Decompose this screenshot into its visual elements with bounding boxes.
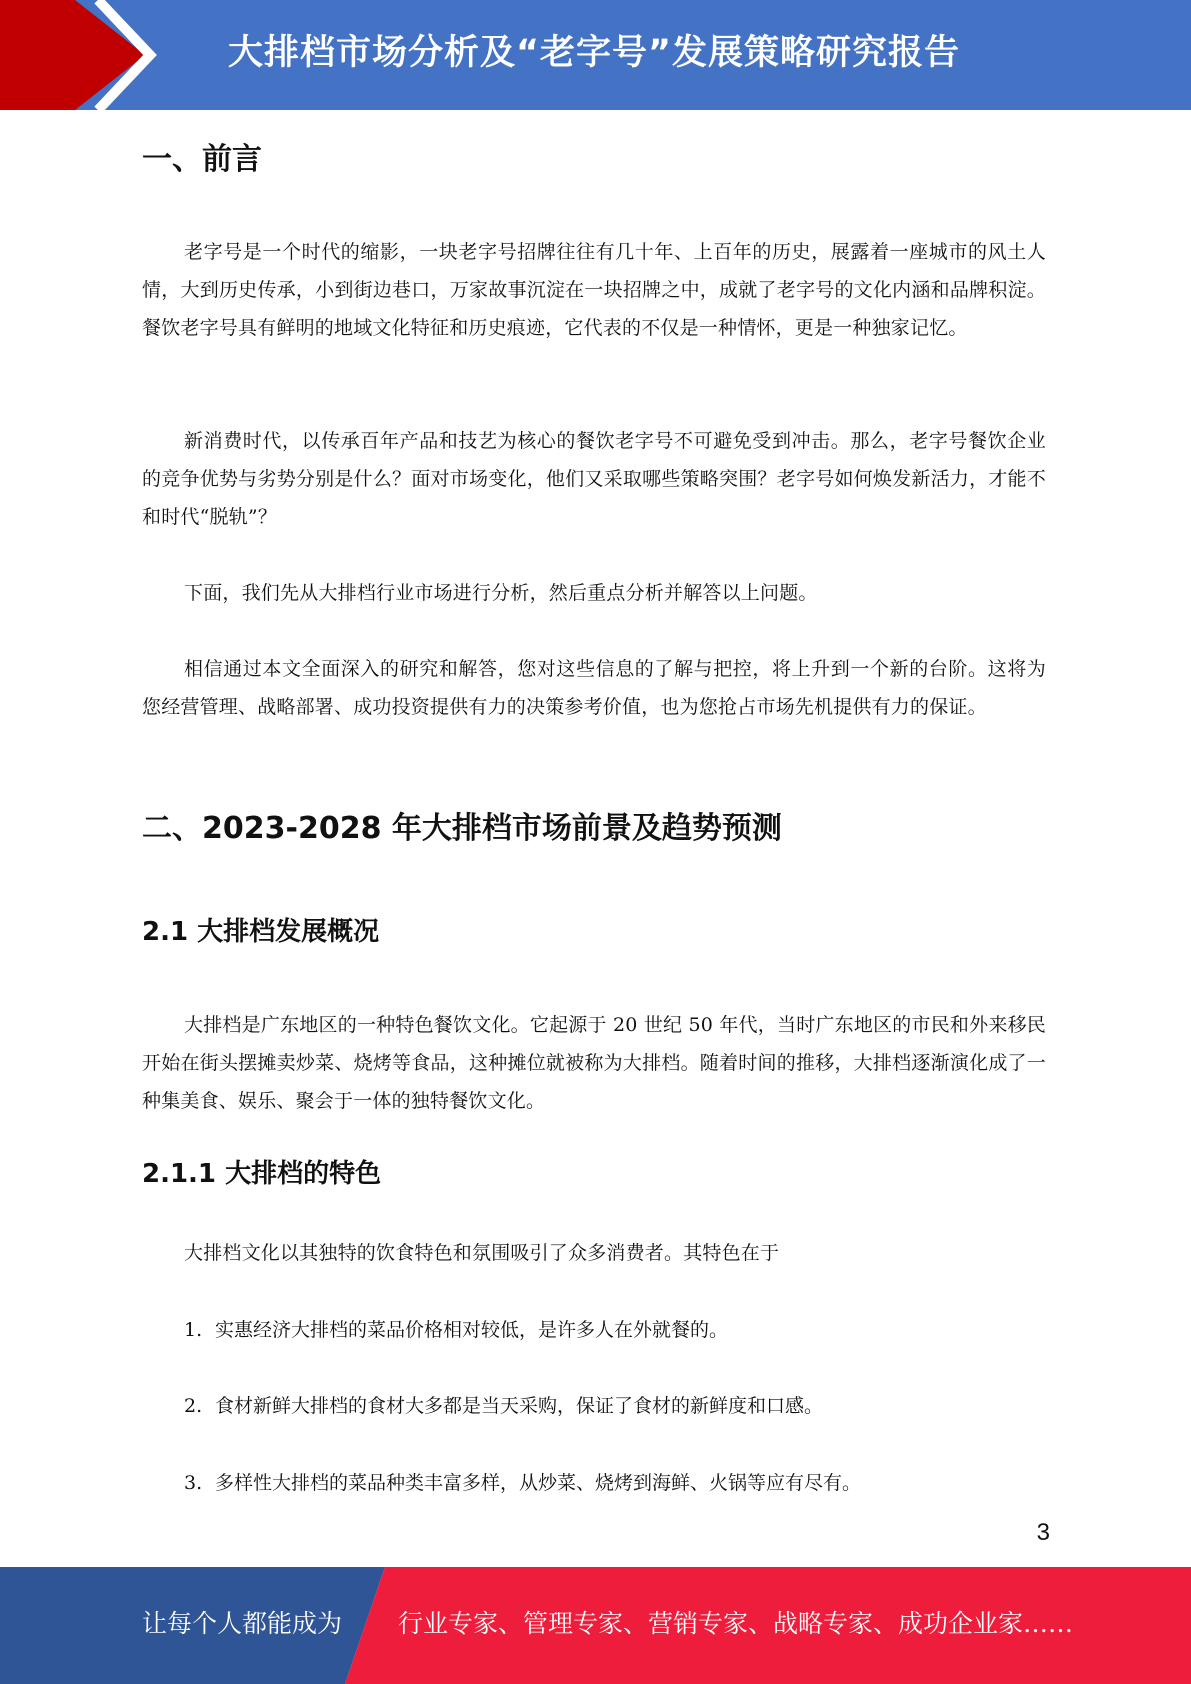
list-item-text: 食材新鲜大排档的食材大多都是当天采购，保证了食材的新鲜度和口感。 <box>215 1395 824 1417</box>
paragraph: 相信通过本文全面深入的研究和解答，您对这些信息的了解与把控，将上升到一个新的台阶。这将为您经营管理、战略部署、成功投资提供有力的决策参考价值，也为您抢占市场先机提供有力的保证。 <box>142 658 1046 718</box>
list-item-text: 实惠经济大排档的菜品价格相对较低，是许多人在外就餐的。 <box>215 1319 729 1341</box>
list-item-number: 2. <box>184 1395 203 1417</box>
document-title: 大排档市场分析及“老字号”发展策略研究报告 <box>228 33 961 73</box>
paragraph: 老字号是一个时代的缩影，一块老字号招牌往往有几十年、上百年的历史，展露着一座城市的风土人情，大到历史传承，小到街边巷口，万家故事沉淀在一块招牌之中，成就了老字号的文化内涵和品牌积淀。餐饮老字号具有鲜明的地域文化特征和历史痕迹，它代表的不仅是一种情怀，更是一种独家记忆。 <box>142 241 1046 339</box>
paragraph: 新消费时代，以传承百年产品和技艺为核心的餐饮老字号不可避免受到冲击。那么，老字号餐饮企业的竞争优势与劣势分别是什么？面对市场变化，他们又采取哪些策略突围？老字号如何焕发新活力，才能不和时代“脱轨”？ <box>142 430 1046 528</box>
list-item-text: 多样性大排档的菜品种类丰富多样，从炒菜、烧烤到海鲜、火锅等应有尽有。 <box>215 1472 862 1494</box>
paragraph: 大排档是广东地区的一种特色餐饮文化。它起源于 20 世纪 50 年代，当时广东地区的市民和外来移民开始在街头摆摊卖炒菜、烧烤等食品，这种摊位就被称为大排档。随着时间的推移，大排档逐渐演化成了一种集美食、娱乐、聚会于一体的独特餐饮文化。 <box>142 1014 1046 1112</box>
list-item <box>184 1311 1046 1349</box>
subsection-heading-features: 2.1.1 大排档的特色 <box>142 1159 382 1189</box>
subsection-heading-overview: 2.1 大排档发展概况 <box>142 917 380 947</box>
footer-slogan-left: 让每个人都能成为 <box>142 1609 343 1638</box>
header-red-arrow <box>0 0 145 110</box>
list-item-number: 3. <box>184 1472 203 1494</box>
paragraph: 大排档文化以其独特的饮食特色和氛围吸引了众多消费者。其特色在于 <box>184 1242 780 1264</box>
section-heading-preface: 一、前言 <box>142 142 262 177</box>
list-item <box>184 1387 1046 1425</box>
section-heading-forecast: 二、2023-2028 年大排档市场前景及趋势预测 <box>142 811 782 846</box>
paragraph: 下面，我们先从大排档行业市场进行分析，然后重点分析并解答以上问题。 <box>184 582 818 604</box>
footer-slogan-right: 行业专家、管理专家、营销专家、战略专家、成功企业家…… <box>398 1609 1074 1638</box>
list-item <box>184 1464 1046 1502</box>
page-number: 3 <box>1036 1519 1050 1546</box>
page-header <box>0 0 1191 110</box>
page-footer <box>0 1567 1191 1684</box>
list-item-number: 1. <box>184 1319 203 1341</box>
